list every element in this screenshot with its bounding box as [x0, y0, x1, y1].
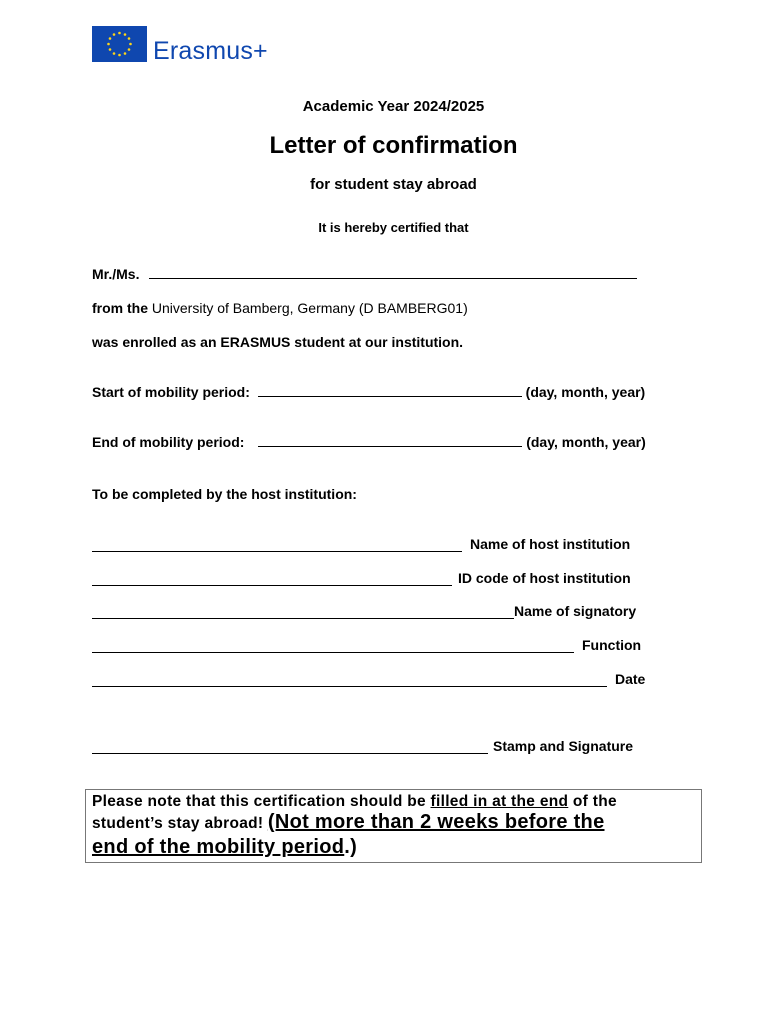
note-text-4: .)	[344, 836, 358, 858]
function-field[interactable]	[92, 638, 574, 653]
start-date-format: (day, month, year)	[525, 384, 646, 400]
end-date-format: (day, month, year)	[526, 434, 646, 450]
certified-text: It is hereby certified that	[318, 220, 469, 235]
note-emphasis-2: (Not more than 2 weeks before the	[267, 811, 605, 833]
note-text-1: Please note that this certification should be	[92, 793, 426, 810]
end-line	[92, 434, 646, 450]
note-emphasis-3: end of the mobility period	[92, 836, 345, 858]
note-emphasis-1: filled in at the end	[430, 793, 569, 810]
academic-year: Academic Year 2024/2025	[302, 98, 485, 115]
date-row	[92, 671, 645, 687]
stamp-row	[92, 738, 633, 754]
university-line	[92, 300, 468, 316]
signatory-row	[92, 603, 636, 619]
end-date-field[interactable]	[258, 434, 522, 447]
host-id-row	[92, 570, 631, 586]
stamp-field[interactable]	[92, 739, 488, 754]
host-name-field[interactable]	[92, 537, 462, 552]
signatory-label: Name of signatory	[514, 603, 637, 619]
erasmus-logo-text: Erasmus+	[153, 37, 268, 65]
host-intro: To be completed by the host institution:	[92, 486, 357, 502]
start-label: Start of mobility period:	[92, 384, 250, 400]
note-text-2: of the	[572, 793, 617, 810]
note-line-1	[92, 793, 696, 811]
name-field[interactable]	[149, 266, 637, 279]
function-label: Function	[582, 637, 642, 653]
note-line-2	[92, 811, 696, 835]
name-line	[92, 266, 637, 282]
host-name-label: Name of host institution	[470, 536, 631, 552]
page-subtitle: for student stay abroad	[310, 176, 477, 193]
stamp-label: Stamp and Signature	[493, 738, 634, 754]
host-id-label: ID code of host institution	[458, 570, 631, 586]
host-name-row	[92, 536, 630, 552]
note-line-3	[92, 835, 696, 861]
date-label: Date	[615, 671, 646, 687]
date-field[interactable]	[92, 672, 607, 687]
host-id-field[interactable]	[92, 571, 452, 586]
mr-ms-label: Mr./Ms.	[92, 266, 140, 282]
note-text-3: student’s stay abroad!	[92, 815, 264, 832]
note-box	[85, 789, 702, 863]
page-title: Letter of confirmation	[269, 132, 518, 159]
eu-flag-icon	[92, 26, 147, 62]
university-name: University of Bamberg, Germany (D BAMBERG01)	[151, 300, 468, 316]
start-line	[92, 384, 645, 400]
start-date-field[interactable]	[258, 384, 522, 397]
signatory-field[interactable]	[92, 604, 514, 619]
function-row	[92, 637, 641, 653]
enrolled-text: was enrolled as an ERASMUS student at our institution.	[92, 334, 464, 350]
from-the-label: from the	[92, 300, 148, 316]
end-label: End of mobility period:	[92, 434, 245, 450]
